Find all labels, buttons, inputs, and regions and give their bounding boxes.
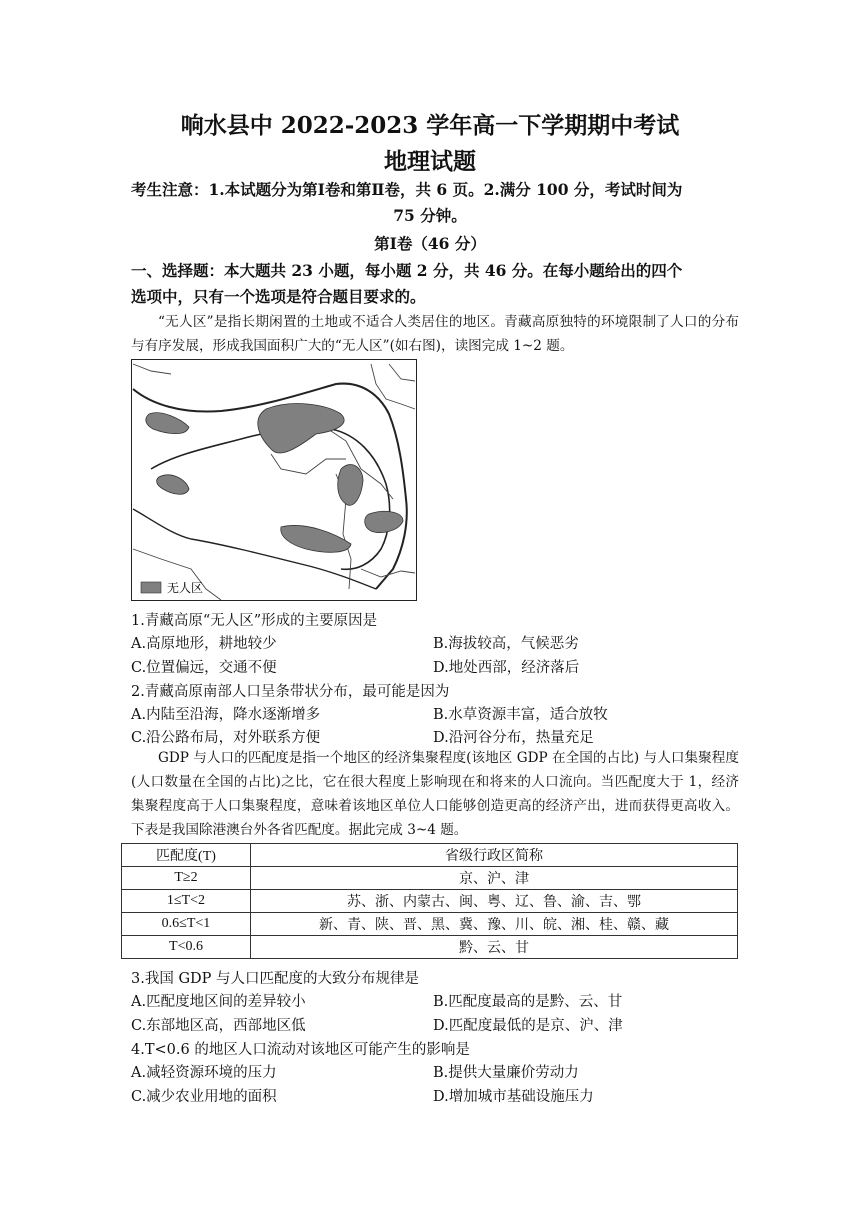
question-3-option-d[interactable]: D.匹配度最低的是京、沪、津 [433, 1018, 623, 1034]
table-row [122, 890, 738, 913]
table-cell: T<0.6 [122, 936, 251, 959]
question-1-stem: 1.青藏高原“无人区”形成的主要原因是 [131, 613, 378, 629]
question-2-stem: 2.青藏高原南部人口呈条带状分布，最可能是因为 [131, 684, 450, 700]
match-degree-table [121, 843, 738, 959]
question-2-option-d[interactable]: D.沿河谷分布，热量充足 [433, 730, 594, 746]
table-header-cell: 省级行政区简称 [251, 844, 738, 867]
question-1-option-c[interactable]: C.位置偏远，交通不便 [131, 660, 277, 676]
question-4-option-b[interactable]: B.提供大量廉价劳动力 [433, 1065, 579, 1081]
table-row [122, 867, 738, 890]
question-4-stem: 4.T<0.6 的地区人口流动对该地区可能产生的影响是 [131, 1042, 470, 1058]
no-mans-land-map [131, 359, 417, 601]
table-cell: 0.6≤T<1 [122, 913, 251, 936]
exam-title: 响水县中 2022-2023 学年高一下学期期中考试 [180, 112, 680, 139]
question-2-option-b[interactable]: B.水草资源丰富，适合放牧 [433, 707, 608, 723]
question-4-option-c[interactable]: C.减少农业用地的面积 [131, 1089, 277, 1105]
subject-title: 地理试题 [384, 148, 476, 175]
table-cell: T≥2 [122, 867, 251, 890]
notice-line2: 75 分钟。 [393, 206, 467, 225]
map-svg [131, 359, 417, 601]
notice-line1: 考生注意：1.本试题分为第Ⅰ卷和第Ⅱ卷，共 6 页。2.满分 100 分，考试时间为 [131, 180, 683, 199]
section-line1: 一、选择题：本大题共 23 小题，每小题 2 分，共 46 分。在每小题给出的四个 [131, 261, 683, 280]
table-header-cell: 匹配度(T) [122, 844, 251, 867]
section-line2: 选项中，只有一个选项是符合题目要求的。 [131, 287, 426, 306]
question-3-option-b[interactable]: B.匹配度最高的是黔、云、甘 [433, 994, 623, 1010]
question-4-option-d[interactable]: D.增加城市基础设施压力 [433, 1089, 594, 1105]
question-4-option-a[interactable]: A.减轻资源环境的压力 [131, 1065, 277, 1081]
question-1-option-d[interactable]: D.地处西部，经济落后 [433, 660, 580, 676]
table-cell: 新、青、陕、晋、黑、冀、豫、川、皖、湘、桂、赣、藏 [251, 913, 738, 936]
question-1-option-a[interactable]: A.高原地形，耕地较少 [131, 636, 277, 652]
question-3-option-c[interactable]: C.东部地区高，西部地区低 [131, 1018, 306, 1034]
part-heading: 第Ⅰ卷（46 分） [374, 234, 486, 253]
question-1-option-b[interactable]: B.海拔较高，气候恶劣 [433, 636, 579, 652]
table-cell: 京、沪、津 [251, 867, 738, 890]
material-1: “无人区”是指长期闲置的土地或不适合人类居住的地区。青藏高原独特的环境限制了人口的分布与有序发展，形成我国面积广大的“无人区”(如右图)，读图完成 1~2 题。 [131, 314, 739, 354]
legend-swatch [141, 582, 161, 593]
table-cell: 1≤T<2 [122, 890, 251, 913]
question-2-option-a[interactable]: A.内陆至沿海，降水逐渐增多 [131, 707, 321, 723]
table-row [122, 913, 738, 936]
table-cell: 黔、云、甘 [251, 936, 738, 959]
legend-label: 无人区 [167, 581, 204, 595]
table-row [122, 936, 738, 959]
question-2-option-c[interactable]: C.沿公路布局，对外联系方便 [131, 730, 321, 746]
table-cell: 苏、浙、内蒙古、闽、粤、辽、鲁、渝、吉、鄂 [251, 890, 738, 913]
question-3-stem: 3.我国 GDP 与人口匹配度的大致分布规律是 [131, 971, 420, 987]
material-2: GDP 与人口的匹配度是指一个地区的经济集聚程度(该地区 GDP 在全国的占比) 与人口集聚程度(人口数量在全国的占比)之比，它在很大程度上影响现在和将来的人口流向。当匹配度大于 1，经济集聚程度高于人口集聚程度，意味着该地区单位人口能够创造更高的经济产出，进而获得更高收入。下表是我国除港澳台外各省匹配度。据此完成 3~4 题。 [131, 750, 739, 838]
question-3-option-a[interactable]: A.匹配度地区间的差异较小 [131, 994, 306, 1010]
table-header-row [122, 844, 738, 867]
